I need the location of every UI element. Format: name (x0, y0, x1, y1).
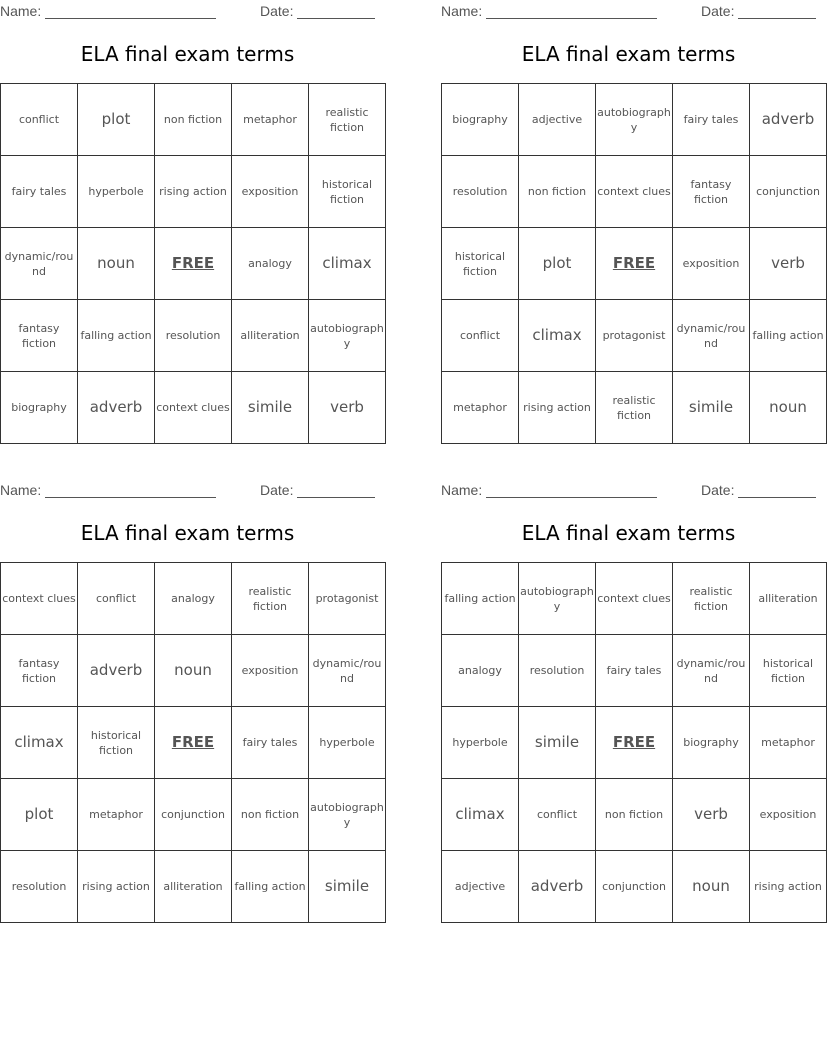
date-label: Date: (701, 482, 735, 498)
bingo-card-2 (441, 0, 824, 440)
bingo-cell: protagonist (309, 563, 386, 635)
bingo-cell: fairy tales (673, 84, 750, 156)
name-field (441, 3, 657, 19)
name-field (0, 3, 216, 19)
name-line (45, 4, 216, 19)
bingo-cell: plot (519, 228, 596, 300)
bingo-cell: conjunction (750, 156, 827, 228)
bingo-grid (0, 562, 386, 923)
bingo-cell: resolution (442, 156, 519, 228)
date-label: Date: (701, 3, 735, 19)
bingo-cell: non fiction (232, 779, 309, 851)
bingo-cell: fairy tales (596, 635, 673, 707)
bingo-cell: historical fiction (78, 707, 155, 779)
grid-row (1, 156, 386, 228)
bingo-cell: metaphor (232, 84, 309, 156)
card-header (441, 479, 816, 501)
grid-row (442, 851, 827, 923)
bingo-cell: dynamic/round (673, 300, 750, 372)
bingo-cell: context clues (155, 372, 232, 444)
date-label: Date: (260, 482, 294, 498)
grid-row (1, 635, 386, 707)
bingo-cell: adjective (442, 851, 519, 923)
bingo-cell: realistic fiction (596, 372, 673, 444)
bingo-cell: historical fiction (309, 156, 386, 228)
bingo-cell: adverb (750, 84, 827, 156)
bingo-cell: autobiography (309, 779, 386, 851)
bingo-cell: exposition (232, 156, 309, 228)
grid-row (1, 779, 386, 851)
bingo-cell: climax (519, 300, 596, 372)
bingo-cell: biography (1, 372, 78, 444)
bingo-cell: rising action (78, 851, 155, 923)
bingo-cell: dynamic/round (673, 635, 750, 707)
date-field (260, 3, 375, 19)
bingo-cell: exposition (673, 228, 750, 300)
bingo-cell: noun (750, 372, 827, 444)
grid-row (442, 563, 827, 635)
grid-row (442, 707, 827, 779)
bingo-cell: climax (442, 779, 519, 851)
bingo-cell: falling action (232, 851, 309, 923)
name-label: Name: (441, 3, 483, 19)
bingo-cell: analogy (442, 635, 519, 707)
bingo-cell: conflict (1, 84, 78, 156)
card-header (0, 479, 375, 501)
bingo-cell: simile (673, 372, 750, 444)
bingo-cell: noun (78, 228, 155, 300)
date-field (701, 3, 816, 19)
bingo-cell: historical fiction (442, 228, 519, 300)
bingo-cell: biography (442, 84, 519, 156)
name-line (486, 483, 657, 498)
bingo-cell: resolution (1, 851, 78, 923)
bingo-cell: context clues (1, 563, 78, 635)
card-header (441, 0, 816, 22)
bingo-cell: adverb (519, 851, 596, 923)
name-line (486, 4, 657, 19)
bingo-cell: fantasy fiction (1, 300, 78, 372)
bingo-cell: dynamic/round (309, 635, 386, 707)
bingo-cell: noun (673, 851, 750, 923)
bingo-cell: analogy (155, 563, 232, 635)
bingo-cell: fairy tales (232, 707, 309, 779)
name-line (45, 483, 216, 498)
grid-row (1, 228, 386, 300)
free-cell: FREE (596, 228, 673, 300)
bingo-cell: falling action (78, 300, 155, 372)
bingo-cell: protagonist (596, 300, 673, 372)
grid-row (442, 300, 827, 372)
bingo-cell: non fiction (155, 84, 232, 156)
bingo-cell: plot (78, 84, 155, 156)
bingo-cell: verb (673, 779, 750, 851)
grid-row (442, 84, 827, 156)
bingo-cell: falling action (750, 300, 827, 372)
date-field (701, 482, 816, 498)
bingo-cell: realistic fiction (309, 84, 386, 156)
bingo-cell: metaphor (442, 372, 519, 444)
name-label: Name: (0, 3, 42, 19)
bingo-cell: realistic fiction (232, 563, 309, 635)
bingo-cell: fantasy fiction (673, 156, 750, 228)
bingo-grid (0, 83, 386, 444)
bingo-cell: autobiography (519, 563, 596, 635)
bingo-cell: metaphor (750, 707, 827, 779)
bingo-cell: conjunction (596, 851, 673, 923)
bingo-cell: climax (309, 228, 386, 300)
bingo-cell: conjunction (155, 779, 232, 851)
bingo-cell: simile (309, 851, 386, 923)
bingo-cell: adverb (78, 372, 155, 444)
grid-row (442, 156, 827, 228)
bingo-cell: non fiction (519, 156, 596, 228)
free-cell: FREE (155, 707, 232, 779)
date-label: Date: (260, 3, 294, 19)
bingo-cell: climax (1, 707, 78, 779)
bingo-cell: fairy tales (1, 156, 78, 228)
bingo-cell: adverb (78, 635, 155, 707)
bingo-cell: autobiography (309, 300, 386, 372)
bingo-card-4 (441, 479, 822, 919)
bingo-cell: verb (750, 228, 827, 300)
bingo-cell: rising action (155, 156, 232, 228)
grid-row (442, 372, 827, 444)
bingo-cell: exposition (232, 635, 309, 707)
bingo-cell: hyperbole (442, 707, 519, 779)
grid-row (1, 372, 386, 444)
date-field (260, 482, 375, 498)
grid-row (1, 300, 386, 372)
bingo-cell: rising action (750, 851, 827, 923)
bingo-cell: adjective (519, 84, 596, 156)
bingo-cell: fantasy fiction (1, 635, 78, 707)
free-cell: FREE (155, 228, 232, 300)
date-line (297, 4, 375, 19)
grid-row (442, 779, 827, 851)
bingo-cell: conflict (519, 779, 596, 851)
bingo-cell: conflict (78, 563, 155, 635)
card-title: ELA final exam terms (80, 42, 295, 66)
grid-row (1, 563, 386, 635)
card-title: ELA final exam terms (521, 521, 736, 545)
bingo-cell: dynamic/round (1, 228, 78, 300)
bingo-cell: exposition (750, 779, 827, 851)
date-line (738, 4, 816, 19)
card-title: ELA final exam terms (80, 521, 295, 545)
bingo-cell: simile (519, 707, 596, 779)
bingo-card-3 (0, 479, 384, 919)
bingo-cell: realistic fiction (673, 563, 750, 635)
bingo-cell: alliteration (750, 563, 827, 635)
bingo-cell: biography (673, 707, 750, 779)
card-title: ELA final exam terms (521, 42, 736, 66)
bingo-cell: resolution (519, 635, 596, 707)
name-label: Name: (0, 482, 42, 498)
name-label: Name: (441, 482, 483, 498)
bingo-cell: noun (155, 635, 232, 707)
bingo-cell: plot (1, 779, 78, 851)
date-line (297, 483, 375, 498)
bingo-cell: historical fiction (750, 635, 827, 707)
bingo-grid (441, 83, 827, 444)
bingo-cell: autobiography (596, 84, 673, 156)
bingo-cell: analogy (232, 228, 309, 300)
bingo-cell: conflict (442, 300, 519, 372)
bingo-grid (441, 562, 827, 923)
bingo-cell: simile (232, 372, 309, 444)
grid-row (442, 228, 827, 300)
bingo-cell: rising action (519, 372, 596, 444)
grid-row (442, 635, 827, 707)
grid-row (1, 84, 386, 156)
bingo-cell: hyperbole (78, 156, 155, 228)
bingo-cell: non fiction (596, 779, 673, 851)
bingo-cell: context clues (596, 563, 673, 635)
bingo-cell: verb (309, 372, 386, 444)
name-field (0, 482, 216, 498)
date-line (738, 483, 816, 498)
grid-row (1, 851, 386, 923)
bingo-cell: resolution (155, 300, 232, 372)
bingo-cell: falling action (442, 563, 519, 635)
bingo-cell: metaphor (78, 779, 155, 851)
bingo-cell: hyperbole (309, 707, 386, 779)
grid-row (1, 707, 386, 779)
bingo-cell: alliteration (155, 851, 232, 923)
bingo-cell: alliteration (232, 300, 309, 372)
card-header (0, 0, 375, 22)
bingo-card-1 (0, 0, 384, 440)
name-field (441, 482, 657, 498)
bingo-cell: context clues (596, 156, 673, 228)
free-cell: FREE (596, 707, 673, 779)
